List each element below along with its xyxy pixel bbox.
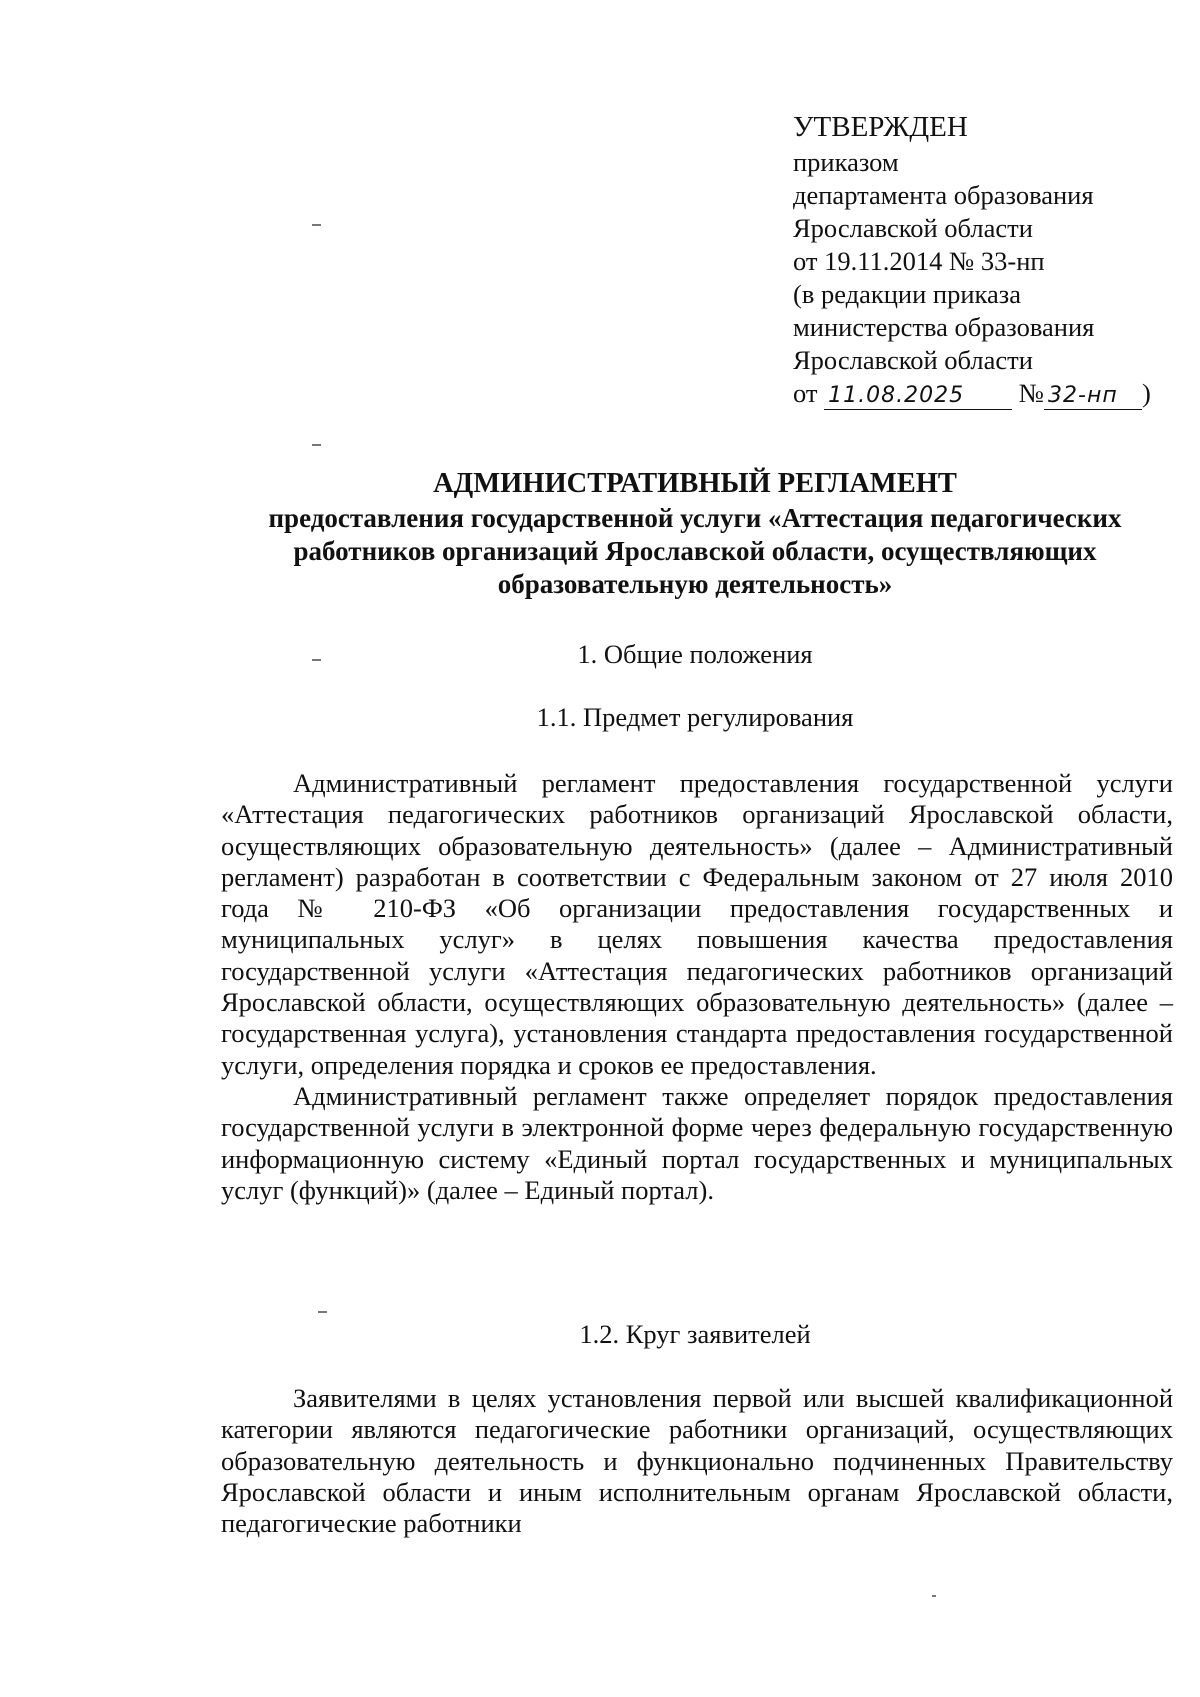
scan-mark — [312, 444, 321, 446]
approval-line: департамента образования — [793, 180, 1094, 210]
scan-mark — [318, 1311, 327, 1313]
scan-mark — [312, 224, 321, 226]
scan-mark — [312, 659, 321, 661]
section-heading-subject: 1.1. Предмет регулирования — [536, 702, 854, 732]
handwritten-date: 11.08.2025 — [824, 383, 1012, 410]
approval-line: министерства образования — [793, 312, 1095, 342]
approval-line: приказом — [793, 147, 899, 177]
paragraph: Административный регламент предоставления государственной услуги «Аттестация педагогических работников организаций Ярославской области, осуществляющих образовательную деятельность» (далее – Административный регламент) разработан в соответствии с Федеральным законом от 27 июля 2010 года № 210-ФЗ «Об организации предоставления государственных и муниципальных услуг» в целях повышения качества предоставления государственной услуги «Аттестация педагогических работников организаций Ярославской области, осуществляющих образовательную деятельность» (далее – государственная услуга), установления стандарта предоставления государственной услуги, определения порядка и сроков ее предоставления. — [221, 768, 1173, 1080]
approval-line: от 19.11.2014 № 33-нп — [793, 246, 1045, 276]
document-title: АДМИНИСТРАТИВНЫЙ РЕГЛАМЕНТ — [433, 468, 957, 499]
scan-mark — [932, 1595, 936, 1597]
approval-amendment-line — [793, 377, 1153, 410]
from-prefix: от — [793, 378, 818, 408]
body-text-block-2 — [221, 1383, 1173, 1539]
section-heading-applicants: 1.2. Круг заявителей — [579, 1319, 811, 1349]
approval-line: (в редакции приказа — [793, 279, 1021, 309]
document-title-block — [200, 466, 1190, 601]
paragraph: Заявителями в целях установления первой или высшей квалификационной категории являются педагогические работники организаций, осуществляющих образовательную деятельность и функционально подчиненных Правительству Ярославской области и иным исполнительным органам Ярославской области, педагогические работники — [221, 1383, 1173, 1539]
approval-line: Ярославской области — [793, 213, 1033, 243]
approval-heading: УТВЕРЖДЕН — [793, 111, 968, 143]
body-text-block-1 — [221, 768, 1173, 1206]
closing-paren: ) — [1142, 378, 1151, 408]
number-prefix: № — [1018, 378, 1045, 408]
paragraph: Административный регламент также определяет порядок предоставления государственной услуги в электронной форме через федеральную государственную информационную систему «Единый портал государственных и муниципальных услуг (функций)» (далее – Единый портал). — [221, 1080, 1173, 1205]
section-heading-general: 1. Общие положения — [577, 639, 813, 669]
approval-stamp-block — [793, 108, 1153, 410]
approval-line: Ярославской области — [793, 345, 1033, 375]
handwritten-number: 32-нп — [1044, 383, 1142, 410]
document-subtitle: предоставления государственной услуги «Аттестация педагогических работников организаций Ярославской области, осуществляющих образовательную деятельность» — [268, 503, 1122, 599]
